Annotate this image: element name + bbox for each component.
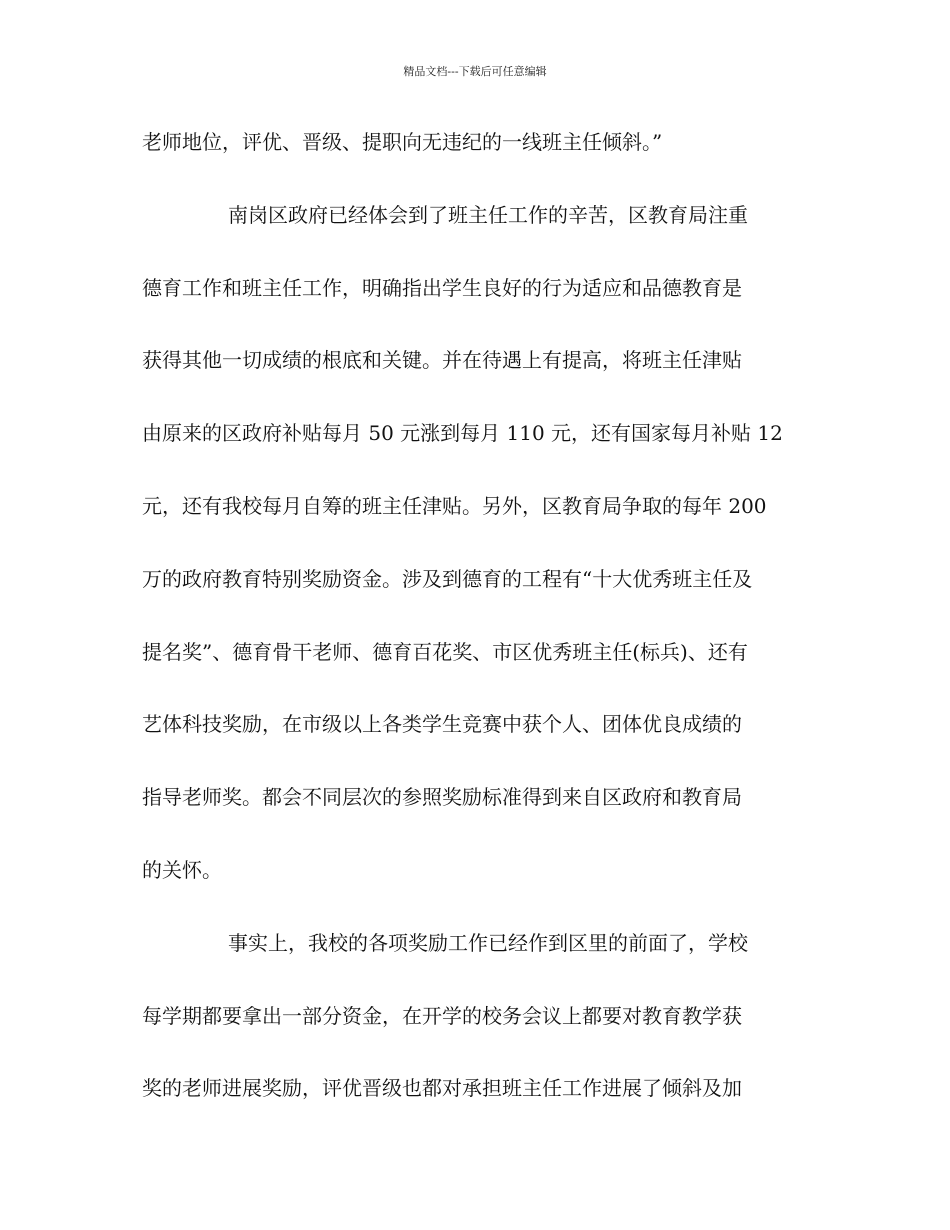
text-line: 提名奖”、德育骨干老师、德育百花奖、市区优秀班主任(标兵)、还有 (142, 639, 748, 664)
text-line: 德育工作和班主任工作，明确指出学生良好的行为适应和品德教育是 (142, 275, 742, 300)
text-line: 获得其他一切成绩的根底和关键。并在待遇上有提高，将班主任津贴 (142, 348, 742, 373)
text-line: 艺体科技奖励，在市级以上各类学生竞赛中获个人、团体优良成绩的 (142, 712, 742, 737)
paragraph-start-line: 事实上，我校的各项奖励工作已经作到区里的前面了，学校 (228, 930, 748, 955)
page-header: 精品文档---下载后可任意编辑 (403, 65, 547, 78)
text-line: 由原来的区政府补贴每月 50 元涨到每月 110 元，还有国家每月补贴 12 (142, 421, 783, 446)
text-line: 指导老师奖。都会不同层次的参照奖励标准得到来自区政府和教育局 (142, 785, 742, 810)
text-line: 的关怀。 (142, 857, 222, 882)
text-line: 元，还有我校每月自筹的班主任津贴。另外，区教育局争取的每年 200 (142, 493, 767, 518)
text-line: 奖的老师进展奖励，评优晋级也都对承担班主任工作进展了倾斜及加 (142, 1076, 742, 1101)
paragraph-start-line: 南岗区政府已经体会到了班主任工作的辛苦，区教育局注重 (228, 202, 748, 227)
text-line: 老师地位，评优、晋级、提职向无违纪的一线班主任倾斜。” (142, 130, 663, 154)
text-line: 每学期都要拿出一部分资金，在开学的校务会议上都要对教育教学获 (142, 1003, 742, 1028)
document-body (142, 122, 822, 1141)
text-line: 万的政府教育特别奖励资金。涉及到德育的工程有“十大优秀班主任及 (142, 566, 753, 591)
